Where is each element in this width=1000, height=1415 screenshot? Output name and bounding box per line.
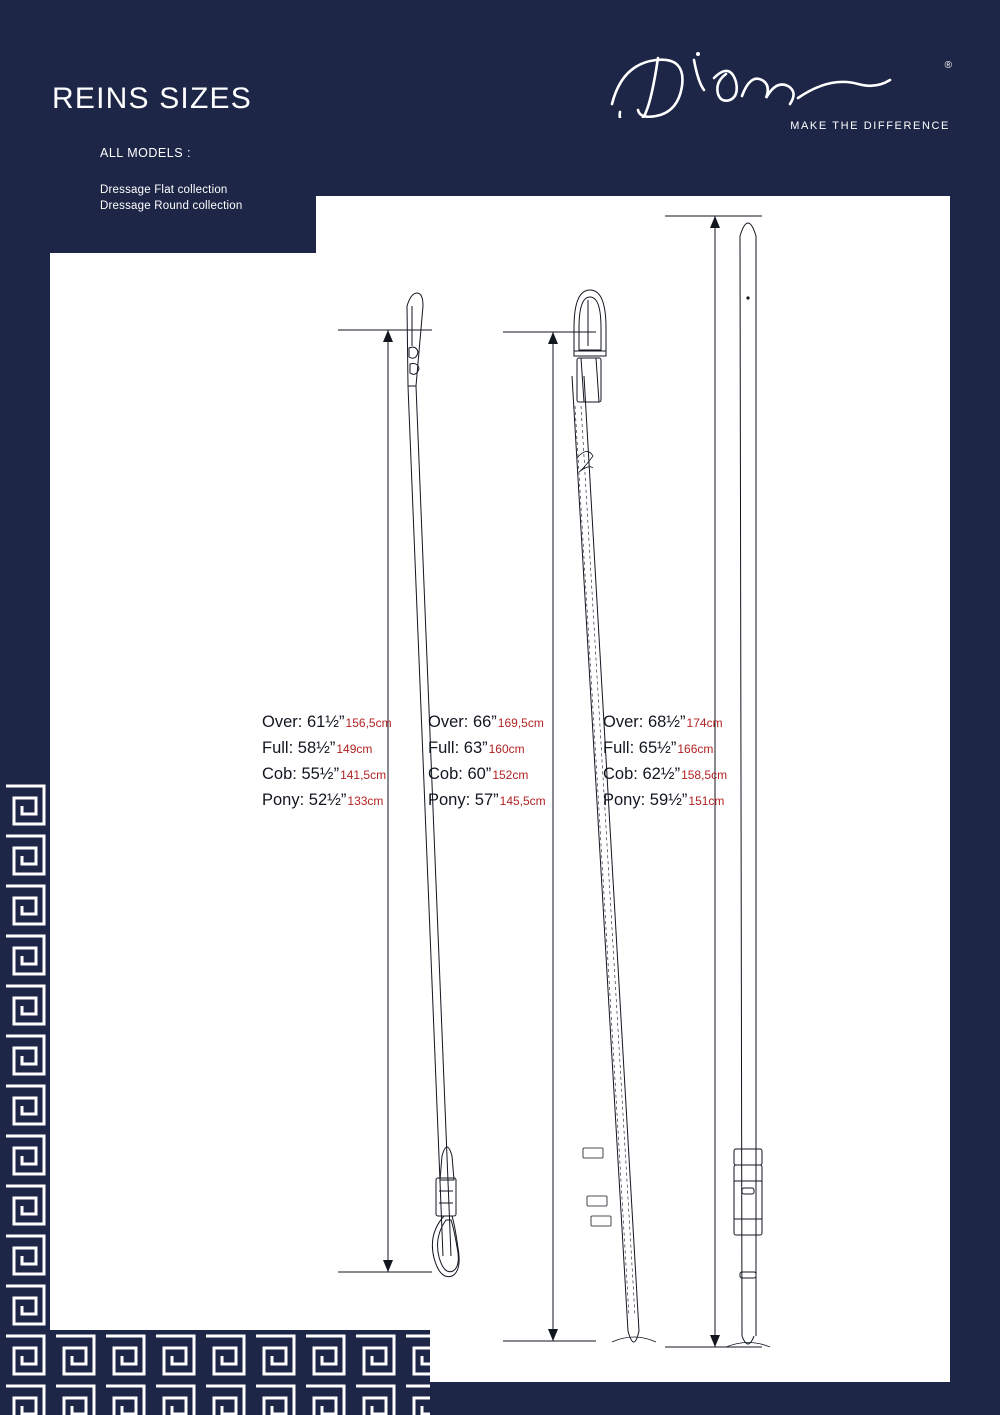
size-cm: 174cm bbox=[686, 716, 723, 730]
size-column-3 bbox=[603, 710, 727, 814]
size-label: Full: bbox=[428, 739, 460, 757]
size-row bbox=[428, 710, 546, 736]
logo-tagline: MAKE THE DIFFERENCE bbox=[790, 120, 950, 132]
size-label: Pony: bbox=[262, 791, 305, 809]
size-inch: 68½” bbox=[647, 713, 686, 731]
size-cm: 145,5cm bbox=[499, 794, 546, 808]
greek-key-pattern-left bbox=[0, 780, 50, 1415]
size-cm: 160cm bbox=[488, 742, 525, 756]
size-label: Full: bbox=[262, 739, 294, 757]
size-row bbox=[603, 762, 727, 788]
size-inch: 65½” bbox=[638, 739, 677, 757]
size-label: Over: bbox=[262, 713, 303, 731]
size-label: Pony: bbox=[603, 791, 646, 809]
size-inch: 52½” bbox=[308, 791, 347, 809]
size-cm: 158,5cm bbox=[681, 768, 728, 782]
header-notch bbox=[0, 0, 316, 253]
size-cm: 133cm bbox=[347, 794, 384, 808]
size-inch: 59½” bbox=[649, 791, 688, 809]
size-cm: 149cm bbox=[336, 742, 373, 756]
collection-2: Dressage Round collection bbox=[100, 200, 243, 212]
size-row bbox=[428, 788, 546, 814]
size-inch: 61½” bbox=[306, 713, 345, 731]
size-cm: 156,5cm bbox=[345, 716, 392, 730]
all-models-label: ALL MODELS : bbox=[100, 146, 191, 160]
size-cm: 141,5cm bbox=[340, 768, 387, 782]
size-column-2 bbox=[428, 710, 546, 814]
brand-logo bbox=[602, 48, 952, 132]
size-row bbox=[428, 736, 546, 762]
size-label: Pony: bbox=[428, 791, 471, 809]
models-block bbox=[100, 146, 242, 214]
size-inch: 60” bbox=[467, 765, 492, 783]
size-inch: 58½” bbox=[297, 739, 336, 757]
size-inch: 55½” bbox=[301, 765, 340, 783]
size-row bbox=[428, 762, 546, 788]
size-inch: 63” bbox=[463, 739, 488, 757]
size-inch: 62½” bbox=[642, 765, 681, 783]
size-cm: 151cm bbox=[688, 794, 725, 808]
size-label: Cob: bbox=[428, 765, 463, 783]
size-row bbox=[262, 788, 392, 814]
size-inch: 66” bbox=[472, 713, 497, 731]
collection-1: Dressage Flat collection bbox=[100, 184, 228, 196]
size-row bbox=[262, 762, 392, 788]
size-row bbox=[262, 736, 392, 762]
page-title: REINS SIZES bbox=[52, 82, 252, 116]
size-cm: 169,5cm bbox=[497, 716, 544, 730]
dyon-wordmark-icon bbox=[602, 48, 952, 118]
size-cm: 152cm bbox=[492, 768, 529, 782]
size-label: Cob: bbox=[603, 765, 638, 783]
size-label: Cob: bbox=[262, 765, 297, 783]
size-column-1 bbox=[262, 710, 392, 814]
size-label: Over: bbox=[428, 713, 469, 731]
greek-key-pattern-bottom bbox=[0, 1330, 430, 1415]
dimension-line-2 bbox=[503, 332, 596, 1341]
size-row bbox=[603, 736, 727, 762]
size-row bbox=[262, 710, 392, 736]
registered-mark: ® bbox=[944, 60, 952, 71]
size-cm: 166cm bbox=[677, 742, 714, 756]
size-row bbox=[603, 788, 727, 814]
size-label: Full: bbox=[603, 739, 635, 757]
size-label: Over: bbox=[603, 713, 644, 731]
size-inch: 57” bbox=[474, 791, 499, 809]
size-row bbox=[603, 710, 727, 736]
